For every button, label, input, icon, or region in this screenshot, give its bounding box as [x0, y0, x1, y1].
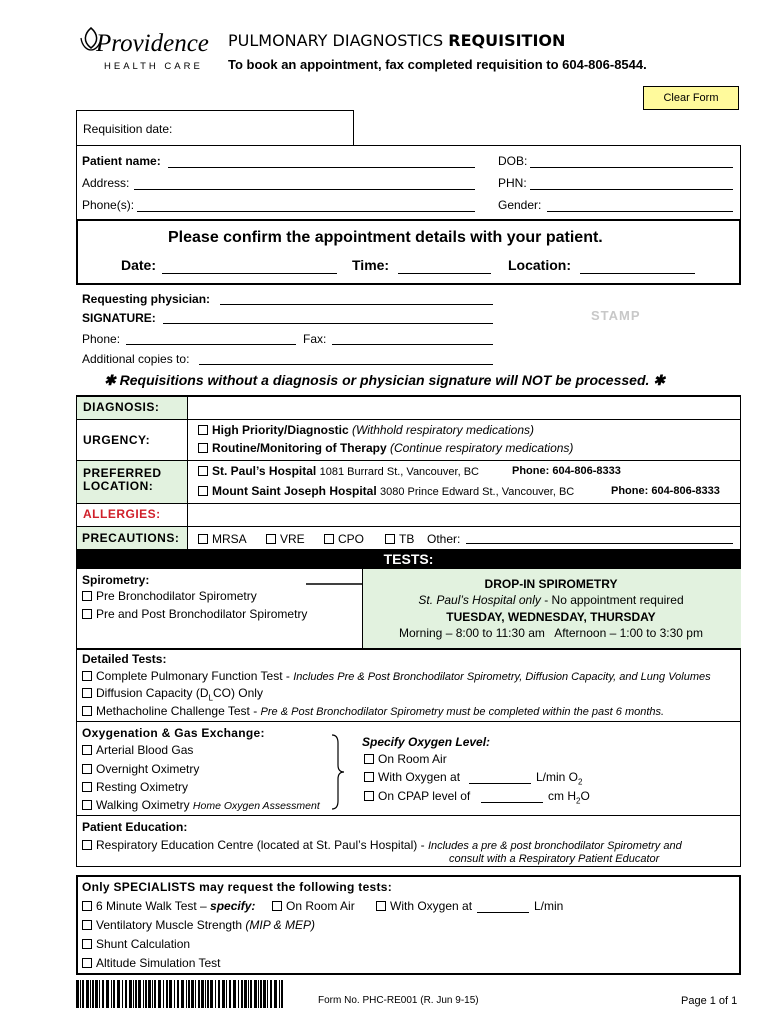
requisition-date-box[interactable]: [76, 110, 354, 146]
oxygen-room-air-option[interactable]: [364, 752, 447, 766]
msj-phone: Phone: 604-806-8333: [611, 485, 720, 497]
appt-time-field[interactable]: [398, 258, 491, 274]
barcode: [76, 980, 284, 1008]
room-air-checkbox[interactable]: [364, 754, 374, 764]
walk-test-label: 6 Minute Walk Test –: [96, 899, 211, 913]
walk-room-air-checkbox[interactable]: [272, 901, 282, 911]
walk-room-air-label: On Room Air: [286, 899, 355, 913]
spiro-prepost-option[interactable]: [82, 607, 307, 621]
urgency-routine-option[interactable]: [198, 441, 573, 455]
walk-oxygen-label: With Oxygen at: [390, 899, 473, 913]
walk-test-specify: specify:: [210, 899, 256, 913]
tests-header-bar: [76, 550, 741, 568]
phn-field[interactable]: [530, 176, 733, 190]
dlco-sub: L: [208, 693, 213, 703]
cpap-level-field[interactable]: [481, 790, 543, 803]
education-option[interactable]: [82, 838, 682, 852]
precaution-mrsa[interactable]: [198, 532, 247, 546]
pft-option[interactable]: [82, 669, 711, 683]
resting-oximetry-label: Resting Oximetry: [96, 780, 189, 794]
tb-checkbox[interactable]: [385, 534, 395, 544]
cpap-unit-sub: 2: [576, 796, 581, 806]
title-part-2: REQUISITION: [448, 31, 566, 50]
divider: [77, 815, 740, 816]
precaution-vre[interactable]: [266, 532, 305, 546]
clear-form-button[interactable]: [643, 86, 739, 110]
precaution-cpo[interactable]: [324, 532, 364, 546]
cpo-label: CPO: [338, 532, 365, 546]
education-label: Patient Education:: [82, 820, 188, 834]
pft-label: Complete Pulmonary Function Test -: [96, 669, 294, 683]
dropin-note: [362, 593, 740, 607]
page-number: Page 1 of 1: [681, 995, 738, 1007]
precaution-tb[interactable]: [385, 532, 414, 546]
requisition-date-label: Requisition date:: [83, 122, 173, 136]
methacholine-label: Methacholine Challenge Test -: [96, 704, 261, 718]
dropin-hours: Morning – 8:00 to 11:30 am Afternoon – 1:00 to 3:30 pm: [399, 626, 703, 640]
methacholine-checkbox[interactable]: [82, 706, 92, 716]
mrsa-label: MRSA: [212, 532, 247, 546]
appt-location-field[interactable]: [580, 258, 695, 274]
urgency-routine-checkbox[interactable]: [198, 443, 208, 453]
overnight-oximetry-option[interactable]: [82, 762, 199, 776]
appt-time-label: Time:: [352, 257, 390, 273]
diagnosis-field[interactable]: [188, 397, 740, 420]
urgency-routine-note: (Continue respiratory medications): [390, 441, 574, 455]
physician-phone-label: Phone:: [82, 332, 121, 346]
walk-oxygen-rate-field[interactable]: [477, 900, 529, 913]
vre-label: VRE: [280, 532, 305, 546]
address-label: Address:: [82, 176, 130, 190]
precautions-label: PRECAUTIONS:: [82, 531, 180, 545]
location-sph-option[interactable]: [198, 464, 479, 478]
urgency-label: URGENCY:: [83, 433, 151, 447]
with-oxygen-label: With Oxygen at: [378, 770, 461, 784]
walking-oximetry-label: Walking Oximetry: [96, 798, 190, 812]
dlco-label-b: CO) Only: [212, 686, 263, 700]
logo: [76, 24, 209, 76]
room-air-label: On Room Air: [378, 752, 447, 766]
vms-label: Ventilatory Muscle Strength: [96, 918, 246, 932]
vms-note: (MIP & MEP): [245, 918, 315, 932]
location-label-1: PREFERRED: [83, 466, 162, 480]
page-title: [228, 31, 565, 50]
altitude-checkbox[interactable]: [82, 958, 92, 968]
spiro-pre-label: Pre Bronchodilator Spirometry: [96, 589, 257, 603]
dlco-checkbox[interactable]: [82, 688, 92, 698]
shunt-checkbox[interactable]: [82, 939, 92, 949]
additional-copies-label: Additional copies to:: [82, 352, 190, 366]
urgency-high-option[interactable]: [198, 423, 534, 437]
urgency-high-label: High Priority/Diagnostic: [212, 423, 349, 437]
vms-option[interactable]: [82, 918, 315, 932]
shunt-label: Shunt Calculation: [96, 937, 191, 951]
form-number: Form No. PHC-RE001 (R. Jun 9-15): [318, 995, 479, 1006]
dropin-title: DROP-IN SPIROMETRY: [484, 577, 618, 591]
walk-oxygen-unit: L/min: [534, 899, 564, 913]
physician-fax-label: Fax:: [303, 332, 327, 346]
abg-option[interactable]: [82, 743, 193, 757]
spirometry-label: Spirometry:: [82, 573, 150, 587]
sph-name: St. Paul’s Hospital: [212, 464, 317, 478]
specify-oxygen-label: Specify Oxygen Level:: [362, 735, 491, 749]
msj-address: 3080 Prince Edward St., Vancouver, BC: [380, 486, 575, 498]
education-checkbox[interactable]: [82, 840, 92, 850]
urgency-routine-label: Routine/Monitoring of Therapy: [212, 441, 387, 455]
walk-room-air-option[interactable]: [272, 899, 355, 913]
shunt-option[interactable]: [82, 937, 190, 951]
appt-date-field[interactable]: [162, 258, 337, 274]
phn-label: PHN:: [498, 176, 527, 190]
education-note: Includes a pre & post bronchodilator Spirometry and: [427, 840, 682, 852]
oxygen-rate-field[interactable]: [469, 771, 531, 784]
altitude-label: Altitude Simulation Test: [96, 956, 221, 970]
dob-field[interactable]: [530, 154, 733, 168]
precaution-other-field[interactable]: [466, 531, 733, 544]
methacholine-note: Pre & Post Bronchodilator Spirometry must be completed within the past 6 months.: [260, 706, 665, 718]
spiro-pre-option[interactable]: [82, 589, 257, 603]
abg-label: Arterial Blood Gas: [96, 743, 194, 757]
walking-oximetry-checkbox[interactable]: [82, 800, 92, 810]
detailed-tests-label: Detailed Tests:: [82, 652, 167, 666]
dlco-label-a: Diffusion Capacity (D: [96, 686, 209, 700]
precaution-other-label: Other:: [427, 532, 461, 546]
education-note-2: consult with a Respiratory Patient Educator: [449, 853, 660, 865]
divider: [188, 460, 740, 461]
phones-field[interactable]: [137, 198, 475, 212]
tb-label: TB: [399, 532, 415, 546]
oxygen-cpap-option[interactable]: [364, 789, 470, 803]
appt-date-label: Date:: [121, 257, 157, 273]
walking-oximetry-option[interactable]: [82, 798, 320, 812]
diagnosis-label: DIAGNOSIS:: [83, 400, 160, 414]
patient-name-label: Patient name:: [82, 154, 161, 168]
divider: [77, 721, 740, 722]
oxygen-rate-unit: [536, 770, 582, 786]
dob-label: DOB:: [498, 154, 528, 168]
gender-field[interactable]: [547, 198, 733, 212]
dropin-days: TUESDAY, WEDNESDAY, THURSDAY: [446, 610, 656, 624]
walking-oximetry-note: Home Oxygen Assessment: [192, 800, 320, 812]
dropin-location: St. Paul’s Hospital only: [418, 593, 541, 607]
address-field[interactable]: [134, 176, 475, 190]
fax-instruction: To book an appointment, fax completed requisition to 604-806-8544.: [228, 57, 647, 72]
walk-test-option[interactable]: [82, 899, 255, 913]
overnight-oximetry-label: Overnight Oximetry: [96, 762, 200, 776]
urgency-high-checkbox[interactable]: [198, 425, 208, 435]
cpap-label: On CPAP level of: [378, 789, 471, 803]
specialists-label: Only SPECIALISTS may request the following tests:: [82, 880, 393, 894]
gender-label: Gender:: [498, 198, 542, 212]
location-sph-checkbox[interactable]: [198, 466, 208, 476]
msj-name: Mount Saint Joseph Hospital: [212, 484, 377, 498]
location-label-2: LOCATION:: [83, 479, 154, 493]
location-msj-checkbox[interactable]: [198, 486, 208, 496]
altitude-option[interactable]: [82, 956, 221, 970]
logo-name: Providence: [96, 30, 209, 57]
with-oxygen-checkbox[interactable]: [364, 772, 374, 782]
spiro-pre-checkbox[interactable]: [82, 591, 92, 601]
vre-checkbox[interactable]: [266, 534, 276, 544]
oxygen-unit-text: L/min O: [536, 770, 579, 784]
cpap-unit-text2: O: [580, 789, 590, 803]
abg-checkbox[interactable]: [82, 745, 92, 755]
physician-fax-field[interactable]: [332, 332, 493, 345]
additional-copies-field[interactable]: [199, 352, 493, 365]
location-msj-option[interactable]: [198, 484, 574, 498]
spiro-prepost-checkbox[interactable]: [82, 609, 92, 619]
cpap-checkbox[interactable]: [364, 791, 374, 801]
sph-address: 1081 Burrard St., Vancouver, BC: [319, 466, 479, 478]
signature-warning-text: Requisitions without a diagnosis or physician signature will NOT be processed.: [119, 372, 650, 388]
walk-oxygen-option[interactable]: [376, 899, 472, 913]
asterisk-icon: ✱: [653, 372, 666, 388]
allergies-label: ALLERGIES:: [83, 507, 161, 521]
phones-label: Phone(s):: [82, 198, 135, 212]
sph-phone: Phone: 604-806-8333: [512, 465, 621, 477]
oxygen-unit-sub: 2: [578, 777, 583, 787]
patient-name-field[interactable]: [168, 154, 475, 168]
urgency-high-note: (Withhold respiratory medications): [352, 423, 534, 437]
requesting-physician-label: Requesting physician:: [82, 292, 211, 306]
overnight-oximetry-checkbox[interactable]: [82, 764, 92, 774]
oxygen-with-o2-option[interactable]: [364, 770, 460, 784]
stamp-area: STAMP: [591, 308, 641, 323]
vms-checkbox[interactable]: [82, 920, 92, 930]
education-label-text: Respiratory Education Centre (located at St. Paul’s Hospital) -: [96, 838, 428, 852]
signature-label: SIGNATURE:: [82, 311, 156, 325]
cpap-unit-text: cm H: [548, 789, 576, 803]
appt-location-label: Location:: [508, 257, 571, 273]
resting-oximetry-checkbox[interactable]: [82, 782, 92, 792]
pft-checkbox[interactable]: [82, 671, 92, 681]
allergies-field[interactable]: [188, 504, 740, 526]
oxygen-label: Oxygenation & Gas Exchange:: [82, 726, 265, 740]
title-part-1: PULMONARY DIAGNOSTICS: [228, 31, 449, 50]
mrsa-checkbox[interactable]: [198, 534, 208, 544]
tests-header: TESTS:: [383, 551, 434, 567]
cpo-checkbox[interactable]: [324, 534, 334, 544]
spiro-prepost-label: Pre and Post Bronchodilator Spirometry: [96, 607, 308, 621]
confirm-heading: Please confirm the appointment details with your patient.: [168, 229, 603, 246]
physician-phone-field[interactable]: [126, 332, 296, 345]
signature-warning: [104, 372, 665, 389]
brace-icon: [330, 733, 346, 811]
resting-oximetry-option[interactable]: [82, 780, 188, 794]
logo-subtitle: HEALTH CARE: [104, 61, 203, 72]
walk-test-checkbox[interactable]: [82, 901, 92, 911]
dropin-no-appt: - No appointment required: [540, 593, 684, 607]
asterisk-icon: ✱: [104, 372, 116, 388]
cpap-unit: [548, 789, 590, 805]
walk-oxygen-checkbox[interactable]: [376, 901, 386, 911]
methacholine-option[interactable]: [82, 704, 664, 718]
dlco-option[interactable]: [82, 686, 263, 702]
requesting-physician-field[interactable]: [220, 292, 493, 305]
pft-note: Includes Pre & Post Bronchodilator Spirometry, Diffusion Capacity, and Lung Volumes: [293, 671, 711, 683]
clear-form-label: Clear Form: [663, 92, 719, 104]
signature-field[interactable]: [163, 311, 493, 324]
patient-name-row: [82, 154, 161, 168]
